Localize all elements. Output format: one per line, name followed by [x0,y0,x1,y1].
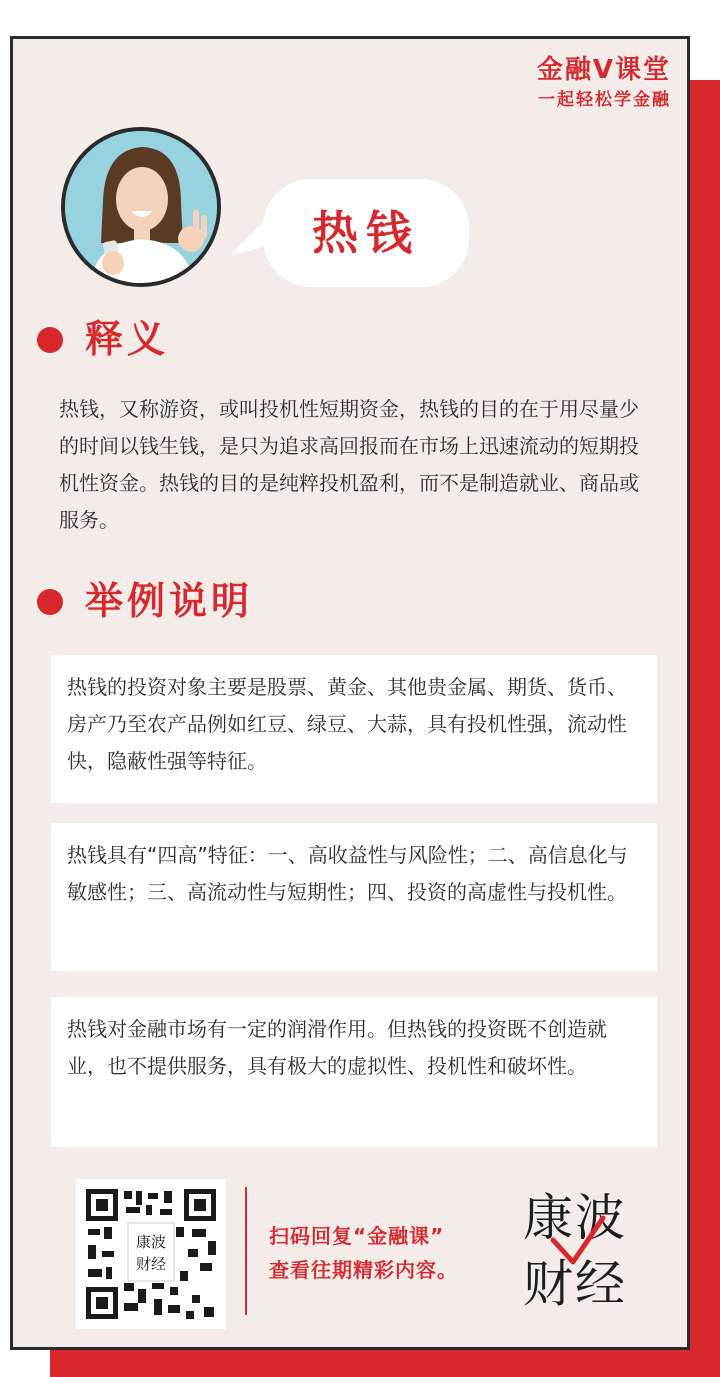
brand-block [537,53,671,113]
logo-line-2: 财经 [523,1255,627,1313]
definition-heading: 释义 [85,317,170,361]
logo-line-1: 康波 [523,1189,627,1247]
footer-caption [269,1219,458,1287]
example-text-3: 热钱对金融市场有一定的润滑作用。但热钱的投资既不创造就业，也不提供服务，具有极大的虚拟性、投机性和破坏性。 [67,1017,607,1078]
qr-logo-line-1: 康波 [135,1233,167,1251]
brand-subtitle: 一起轻松学金融 [538,90,671,110]
logo-check-icon [547,1214,607,1274]
avatar-illustration [65,131,217,283]
qr-code [76,1179,226,1329]
example-text-2: 热钱具有“四高”特征：一、高收益性与风险性；二、高信息化与敏感性；三、高流动性与短期性；四、投资的高虚性与投机性。 [67,843,628,904]
term-bubble [263,179,469,287]
bullet-dot-icon [37,589,63,615]
avatar [61,127,221,287]
example-text-1: 热钱的投资对象主要是股票、黄金、其他贵金属、期货、货币、房产乃至农产品例如红豆、绿豆、大蒜，具有投机性强，流动性快，隐蔽性强等特征。 [67,675,627,773]
term-title: 热钱 [312,206,420,260]
example-card-3 [51,997,657,1147]
brand-title: 金融V课堂 [536,55,671,85]
content-card [10,36,690,1350]
kangbo-logo [523,1184,643,1324]
footer-line-2: 查看往期精彩内容。 [269,1258,458,1282]
definition-text: 热钱，又称游资，或叫投机性短期资金，热钱的目的在于用尽量少的时间以钱生钱，是只为追求高回报而在市场上迅速流动的短期投机性资金。热钱的目的是纯粹投机盈利，而不是制造就业、商品或服务。 [59,397,639,532]
bullet-dot-icon [37,327,63,353]
qr-logo-line-2: 财经 [135,1255,167,1273]
examples-heading: 举例说明 [85,579,254,623]
example-card-1 [51,655,657,803]
qr-code-graphic [76,1179,226,1329]
footer-divider [245,1187,247,1315]
footer-line-1: 扫码回复“金融课” [269,1224,445,1248]
example-card-2 [51,823,657,971]
